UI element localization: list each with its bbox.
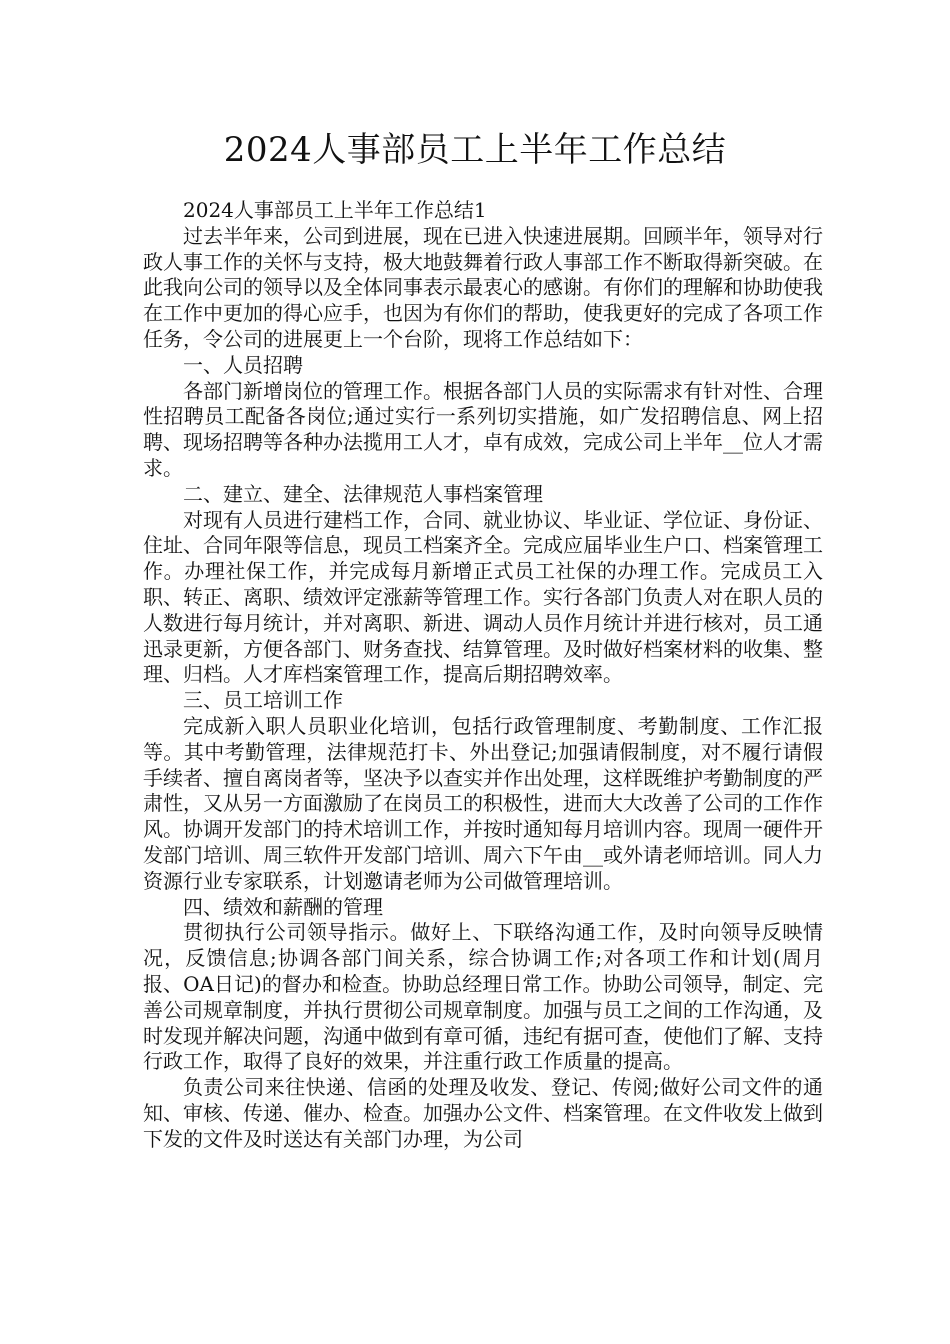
document-body: [143, 198, 823, 1152]
section-heading-archives: 二、建立、建全、法律规范人事档案管理: [183, 481, 543, 506]
recruitment-paragraph: 各部门新增岗位的管理工作。根据各部门人员的实际需求有针对性、合理性招聘员工配备各岗位;通过实行一系列切实措施，如广发招聘信息、网上招聘、现场招聘等各种办法揽用工人才，卓有成效，完成公司上半年__位人才需求。: [143, 378, 823, 480]
subtitle-paragraph: 2024人事部员工上半年工作总结1: [183, 198, 487, 222]
intro-paragraph: 过去半年来，公司到进展，现在已进入快速进展期。回顾半年，领导对行政人事工作的关怀与支持，极大地鼓舞着行政人事部工作不断取得新突破。在此我向公司的领导以及全体同事表示最衷心的感谢。有你们的理解和协助使我在工作中更加的得心应手，也因为有你们的帮助，使我更好的完成了各项工作任务，令公司的进展更上一个台阶，现将工作总结如下：: [143, 223, 823, 351]
archives-paragraph: 对现有人员进行建档工作，合同、就业协议、毕业证、学位证、身份证、住址、合同年限等信息，现员工档案齐全。完成应届毕业生户口、档案管理工作。办理社保工作，并完成每月新增正式员工社保的办理工作。完成员工入职、转正、离职、绩效评定涨薪等管理工作。实行各部门负责人对在职人员的人数进行每月统计，并对离职、新进、调动人员作月统计并进行核对，员工通迅录更新，方便各部门、财务查找、结算管理。及时做好档案材料的收集、整理、归档。人才库档案管理工作，提高后期招聘效率。: [143, 507, 823, 687]
document-title: 2024人事部员工上半年工作总结: [223, 130, 727, 170]
mail-handling-paragraph: 负责公司来往快递、信函的处理及收发、登记、传阅;做好公司文件的通知、审核、传递、催办、检查。加强办公文件、档案管理。在文件收发上做到下发的文件及时送达有关部门办理，为公司: [143, 1075, 823, 1151]
section-heading-performance: 四、绩效和薪酬的管理: [183, 894, 383, 919]
section-heading-training: 三、员工培训工作: [183, 688, 343, 713]
training-paragraph: 完成新入职人员职业化培训，包括行政管理制度、考勤制度、工作汇报等。其中考勤管理，法律规范打卡、外出登记;加强请假制度，对不履行请假手续者、擅自离岗者等，坚决予以查实并作出处理，这样既维护考勤制度的严肃性，又从另一方面激励了在岗员工的积极性，进而大大改善了公司的工作作风。协调开发部门的持术培训工作，并按时通知每月培训内容。现周一硬件开发部门培训、周三软件开发部门培训、周六下午由__或外请老师培训。同人力资源行业专家联系，计划邀请老师为公司做管理培训。: [143, 713, 823, 893]
performance-paragraph: 贯彻执行公司领导指示。做好上、下联络沟通工作，及时向领导反映情况，反馈信息;协调各部门间关系，综合协调工作;对各项工作和计划(周月报、OA日记)的督办和检查。协助总经理日常工作。协助公司领导，制定、完善公司规章制度，并执行贯彻公司规章制度。加强与员工之间的工作沟通，及时发现并解决问题，沟通中做到有章可循，违纪有据可查，使他们了解、支持行政工作，取得了良好的效果，并注重行政工作质量的提高。: [143, 920, 823, 1074]
section-heading-recruitment: 一、人员招聘: [183, 352, 303, 377]
